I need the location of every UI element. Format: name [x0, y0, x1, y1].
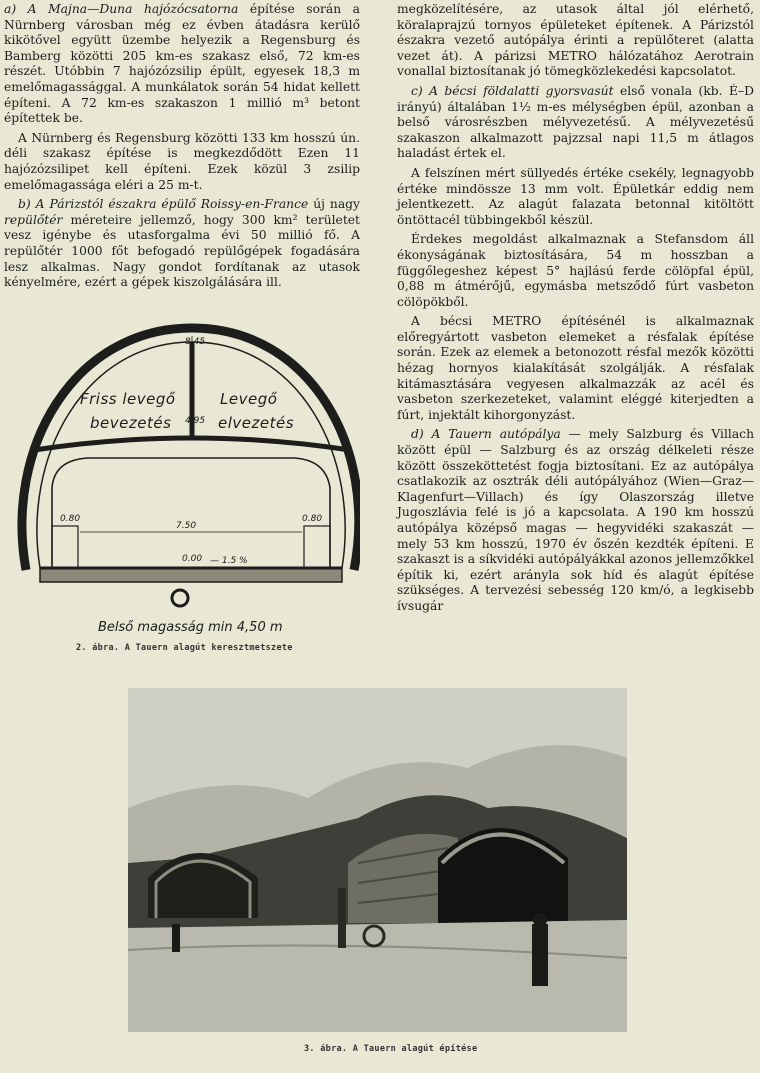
- tunnel-construction-photo-drawing: [128, 688, 627, 1032]
- paragraph-roissy-airport: [4, 197, 360, 291]
- worker-figure-left: [172, 924, 180, 952]
- road-slab: [40, 568, 342, 582]
- paragraph-precast-elements: A bécsi METRO építésénél is alkalmaznak előregyártott vasbeton elemeket a résfalak építése során. Ezek az elemek a betonozott résfal mezők közötti hézag hornyos kialakítását szolgálják. A résfalak kitámasztására vegyesen alkalmazzák az acél és vasbeton szerkezeteket, valamint eléggé kiterjedten a fúrt, injektált kihorgonyzást.: [397, 314, 754, 422]
- paragraph-settlement: A felszínen mért süllyedés értéke csekély, legnagyobb értéke mindössze 13 mm volt. Épületkár eddig nem jelentkezett. Az alagút falazata betonnal kitöltött öntöttacél tübbingekből készül.: [397, 165, 754, 227]
- item-marker: a) A: [4, 2, 49, 16]
- exhaust-air-label-2: elvezetés: [218, 414, 295, 432]
- internal-height-caption: Belső magasság min 4,50 m: [98, 620, 283, 635]
- topic-title: Tauern autópálya: [448, 427, 561, 442]
- dimension-left-label: 0.80: [60, 514, 81, 524]
- tunnel-cross-section-figure: [4, 318, 360, 658]
- item-marker: b) A Párizstól északra épülő: [18, 197, 201, 212]
- figure-3-caption: 3. ábra. A Tauern alagút építése: [304, 1044, 478, 1054]
- figure-2-caption: 2. ábra. A Tauern alagút keresztmetszete: [76, 643, 293, 653]
- paragraph-stefansdom: Érdekes megoldást alkalmaznak a Stefansdom áll ékonyságának biztosítására, 54 m hosszban a függőlegeshez képest 5° hajlású ferde cölöpfal épül, 0,88 m átmérőjű, egymásba metsződő fúrt vasbeton cölöpökből.: [397, 232, 754, 309]
- right-column: [397, 2, 754, 619]
- paragraph-text: első vonala (kb. É–D irányú) általában 1½ m-es mélységben épül, azonban a belső városrészben mélyvezetésű. A mélyvezetésű szakaszon alkalmazott pajzzsal napi 11,5 m átlagos haladást értek el.: [397, 83, 754, 161]
- item-marker: c) A: [411, 83, 445, 98]
- drain-pipe: [172, 590, 188, 606]
- tunnel-cross-section-drawing: [4, 318, 360, 658]
- topic-title: repülőtér: [4, 212, 63, 227]
- paragraph-vienna-subway: [397, 84, 754, 162]
- traffic-clearance: [52, 458, 330, 568]
- dimension-top-label: 8.45: [185, 337, 206, 347]
- paragraph-tauern-motorway: [397, 427, 754, 614]
- right-walkway: [304, 526, 330, 568]
- worker-figure-right: [532, 924, 548, 986]
- paragraph-airport-continued: megközelítésére, az utasok által jól elérhető, köralaprajzú tornyos épületeket építenek. A Párizstól északra vezető autópálya érinti a repülőteret (alatta vezet át). A párizsi METRO hálózatához Aerotrain vonallal biztosítanak jó tömegközlekedési kapcsolatot.: [397, 2, 754, 79]
- exhaust-air-label: Levegő: [220, 390, 278, 408]
- tunnel-construction-photo: [128, 688, 627, 1032]
- ceiling-slab: [34, 438, 350, 450]
- paragraph-text: építése során a Nürnberg városban még ez évben átadásra kerülő kikötővel együtt üzembe helyezik a Regensburg és Bamberg közötti 205 km-es szakasz első, 72 km-es részét. Utóbbin 7 hajózózsilip épült, egyesek 18,3 m emelőmagassággal. A munkálatok során 54 hidat kellett építeni. A 72 km-es szakaszon 1 millió m³ betont építettek be.: [4, 2, 361, 126]
- item-marker: d) A: [411, 427, 449, 442]
- paragraph-southern-section: A Nürnberg és Regensburg közötti 133 km hosszú ún. déli szakasz építése is megkezdődött Ezen 11 hajózózsilipet kell építeni. Ezek közül 3 zsilip emelőmagassága eléri a 25 m-t.: [4, 130, 360, 192]
- paragraph-text: — mely Salzburg és Villach között épül — Salzburg és az ország délkeleti része között összeköttetést fogja biztosítani. Ez az autópálya csatlakozik az osztrák déli autópályához (Wien—Graz—Klagenfurt—Villach) és így Olaszország illetve Jugoszlávia felé is jó a kapcsolata. A 190 km hosszú autópálya középső magas — hegyvidéki szakaszát — mely 53 km hosszú, 1970 év őszén kezdték építeni. E szakaszt is a síkvidéki autópályákkal azonos jellemzőkkel építik ki, ezért arányla sok híd és alagút építése szükséges. A tervezési sebesség 120 km/ó, a legkisebb ívsugár: [397, 427, 754, 613]
- fresh-air-label: Friss levegő: [80, 390, 176, 408]
- dimension-right-label: 0.80: [302, 514, 323, 524]
- dimension-zero-label: 0.00: [182, 554, 203, 564]
- dimension-mid-label: 4.95: [185, 416, 206, 426]
- topic-title: bécsi földalatti gyorsvasút: [444, 83, 614, 98]
- fresh-air-label-2: bevezetés: [90, 414, 172, 432]
- left-column: [4, 2, 360, 295]
- topic-title: Majna—Duna hajózócsatorna: [48, 2, 239, 16]
- topic-title: Roissy-en-France: [200, 197, 309, 212]
- dimension-width-label: 7.50: [176, 521, 197, 531]
- paragraph-text: méreteire jellemző, hogy 300 km² területet vesz igénybe és utasforgalma évi 50 millió fő. A repülőtér 1000 főt befogadó repülőgépek fogadására lesz alkalmas. Nagy gondot fordítanak az utasok kényelmére, ezért a gépek kiszolgálására ill.: [4, 212, 360, 290]
- slope-label: — 1.5 %: [210, 556, 248, 566]
- paragraph-text: új nagy: [308, 197, 360, 212]
- snowy-ground: [128, 920, 627, 1032]
- paragraph-main-danube-canal: [4, 2, 360, 127]
- left-walkway: [52, 526, 78, 568]
